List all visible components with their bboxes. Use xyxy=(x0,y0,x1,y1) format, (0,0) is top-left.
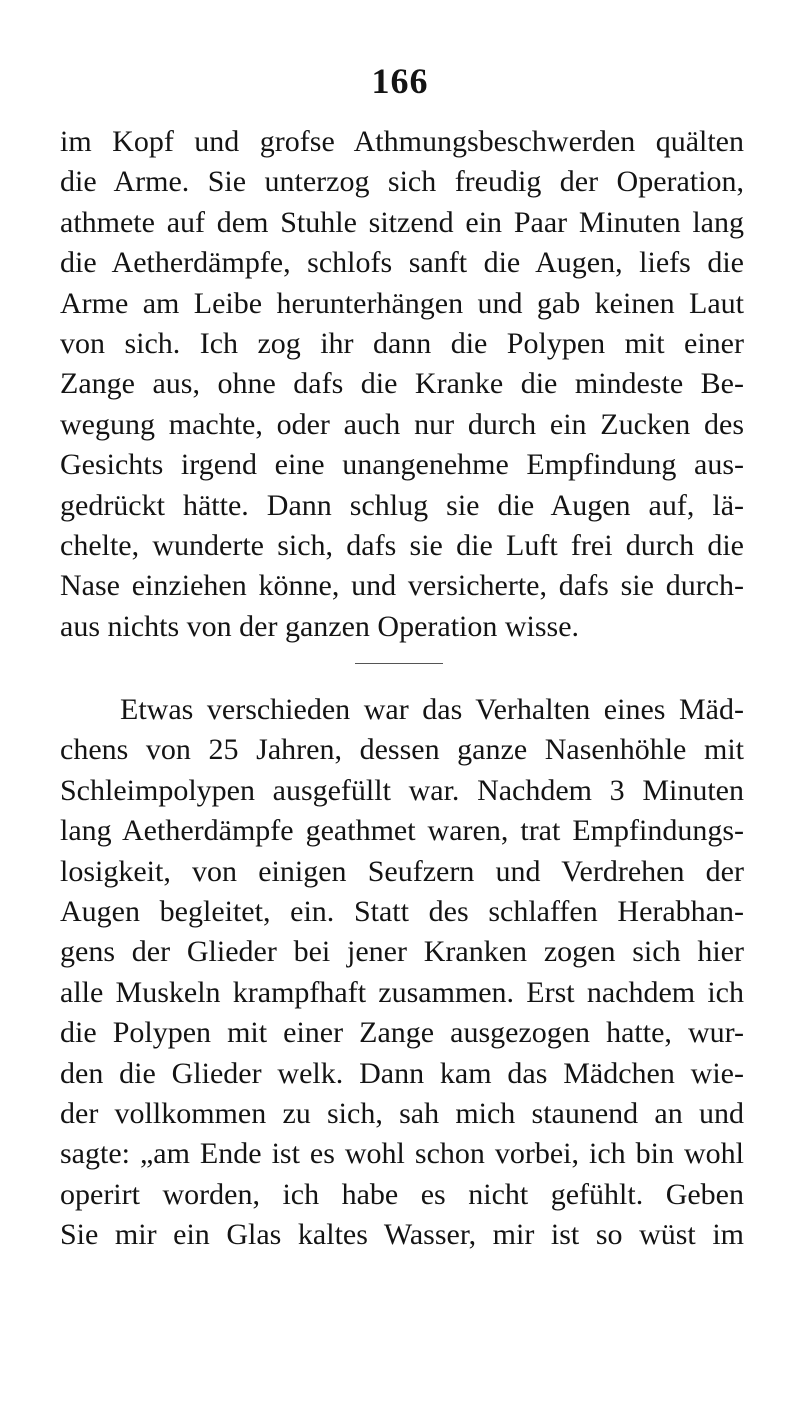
text-line: gedrückt hätte. Dann schlug sie die Augen auf, lä- xyxy=(60,488,744,522)
text-line: operirt worden, ich habe es nicht gefühlt. Geben xyxy=(60,1177,744,1211)
text-line: Etwas verschieden war das Verhalten eines Mäd- xyxy=(120,693,744,726)
text-line: von sich. Ich zog ihr dann die Polypen mit einer xyxy=(60,326,744,360)
text-line: die Aetherdämpfe, schlofs sanft die Augen, liefs die xyxy=(60,246,744,280)
text-line: den die Glieder welk. Dann kam das Mädchen wie- xyxy=(60,1056,744,1090)
text-line: athmete auf dem Stuhle sitzend ein Paar Minuten lang xyxy=(60,205,744,239)
text-line: der vollkommen zu sich, sah mich staunend an und xyxy=(60,1096,744,1130)
paragraph-2 xyxy=(60,690,744,1255)
text-line: alle Muskeln krampfhaft zusammen. Erst nachdem ich xyxy=(60,975,744,1009)
text-line: Schleimpolypen ausgefüllt war. Nachdem 3 Minuten xyxy=(60,773,744,807)
text-line: lang Aetherdämpfe geathmet waren, trat Empfindungs- xyxy=(60,814,744,848)
text-line: losigkeit, von einigen Seufzern und Verdrehen der xyxy=(60,854,744,888)
text-line: chens von 25 Jahren, dessen ganze Nasenhöhle mit xyxy=(60,733,744,767)
text-line: chelte, wunderte sich, dafs sie die Luft frei durch die xyxy=(60,528,744,562)
text-line: wegung machte, oder auch nur durch ein Zucken des xyxy=(60,407,744,441)
text-line: Zange aus, ohne dafs die Kranke die mindeste Be- xyxy=(60,367,744,401)
paragraph-1 xyxy=(60,122,744,647)
section-separator xyxy=(355,663,443,664)
text-line: Sie mir ein Glas kaltes Wasser, mir ist so wüst im xyxy=(60,1218,744,1252)
text-line: im Kopf und grofse Athmungsbeschwerden quälten xyxy=(60,125,744,158)
text-line: Augen begleitet, ein. Statt des schlaffen Herabhan- xyxy=(60,894,744,928)
text-line: sagte: „am Ende ist es wohl schon vorbei, ich bin wohl xyxy=(60,1137,744,1171)
text-line: gens der Glieder bei jener Kranken zogen sich hier xyxy=(60,935,744,969)
text-line: die Polypen mit einer Zange ausgezogen hatte, wur- xyxy=(60,1016,744,1050)
text-line: aus nichts von der ganzen Operation wisse. xyxy=(60,609,580,643)
page-number: 166 xyxy=(371,61,429,101)
text-line: die Arme. Sie unterzog sich freudig der Operation, xyxy=(60,165,744,199)
text-line: Arme am Leibe herunterhängen und gab keinen Laut xyxy=(60,286,744,320)
text-line: Gesichts irgend eine unangenehme Empfindung aus- xyxy=(60,448,744,482)
text-line: Nase einziehen könne, und versicherte, dafs sie durch- xyxy=(60,569,744,603)
